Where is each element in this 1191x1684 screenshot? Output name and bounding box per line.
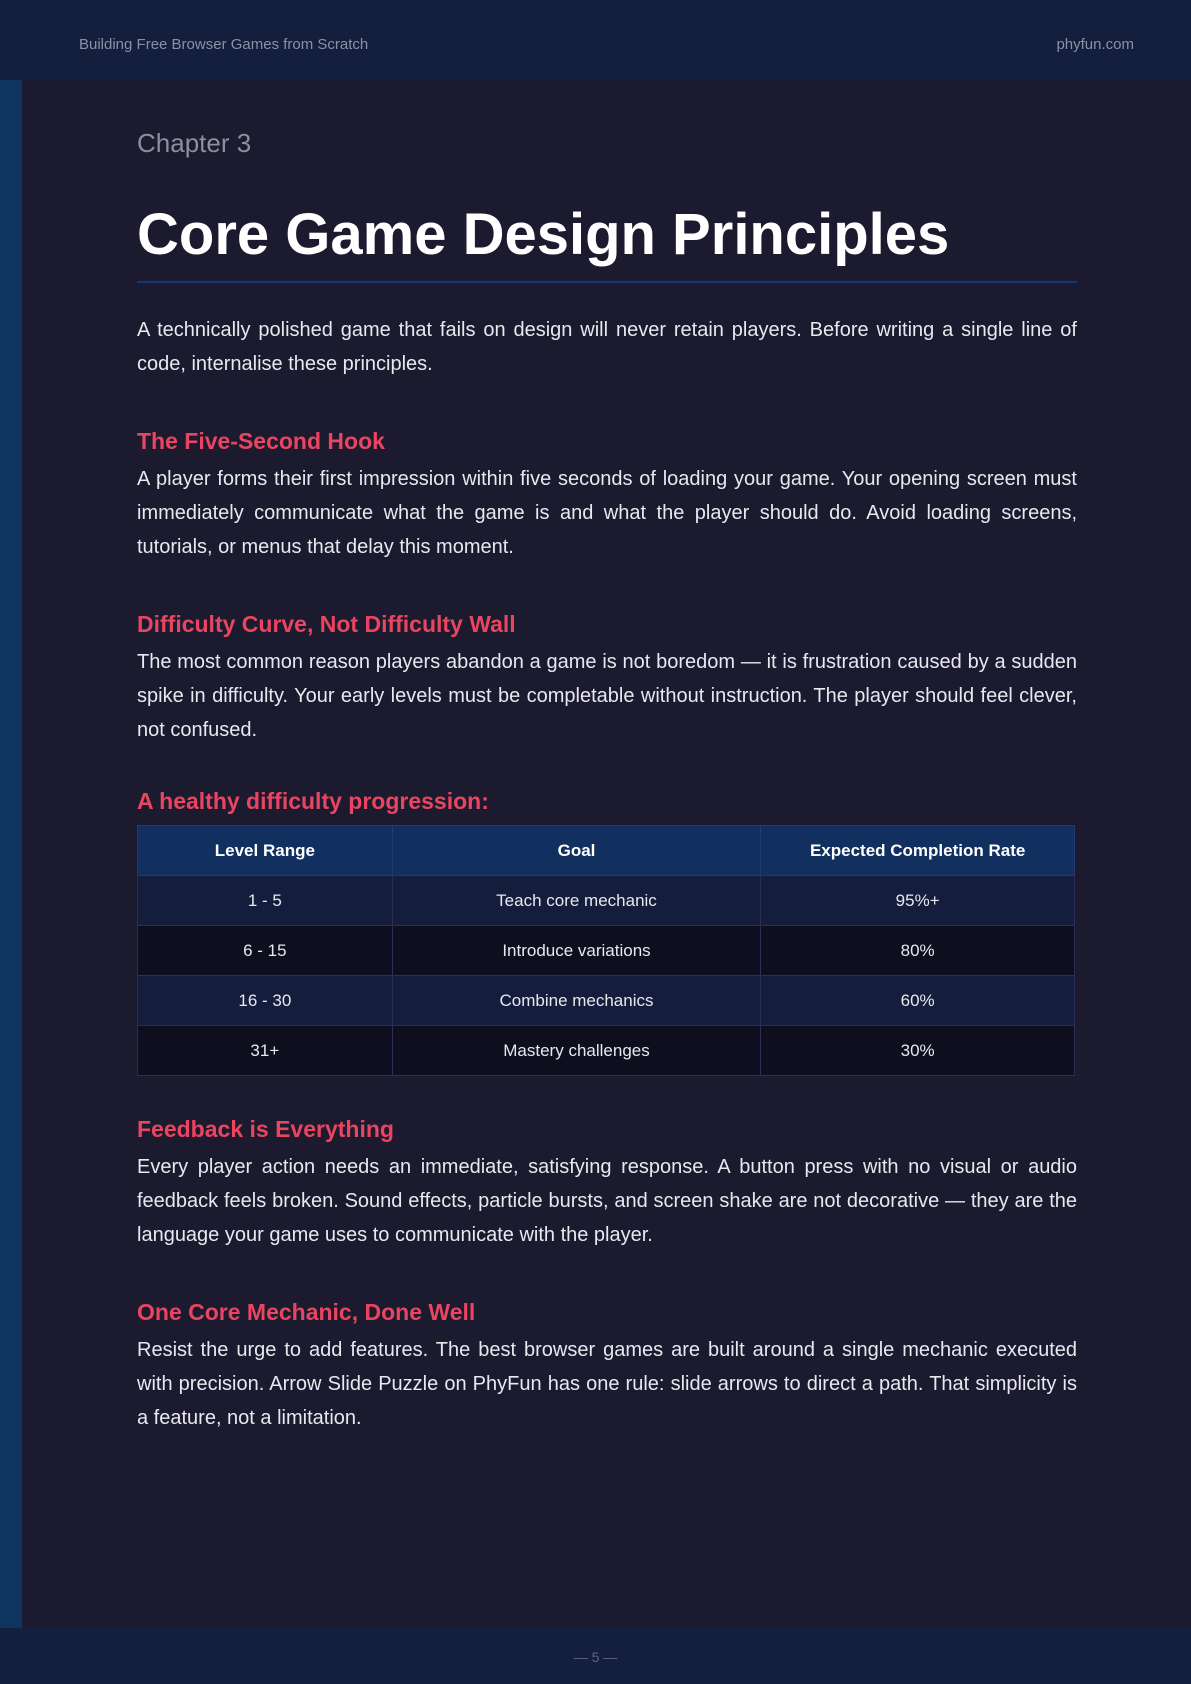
section-feedback — [137, 1114, 1077, 1252]
goal-cell: Mastery challenges — [392, 1026, 761, 1076]
section-heading: One Core Mechanic, Done Well — [137, 1299, 476, 1325]
page-title: Core Game Design Principles — [137, 202, 1077, 283]
section-difficulty-curve — [137, 609, 1077, 747]
section-body: Every player action needs an immediate, satisfying response. A button press with no visual or audio feedback feels broken. Sound effects, particle bursts, and screen shake are not decorative — they are the language your game uses to communicate with the player. — [137, 1156, 1077, 1246]
section-heading: The Five-Second Hook — [137, 428, 385, 454]
intro-paragraph: A technically polished game that fails on design will never retain players. Before writing a single line of code, internalise these principles. — [137, 319, 1077, 375]
page-header — [0, 0, 1191, 80]
column-header: Expected Completion Rate — [761, 826, 1075, 876]
column-header: Goal — [392, 826, 761, 876]
section-body: Resist the urge to add features. The best browser games are built around a single mechanic executed with precision. Arrow Slide Puzzle on PhyFun has one rule: slide arrows to direct a path. That simplicity is a feature, not a limitation. — [137, 1339, 1077, 1429]
section-body: A player forms their first impression within five seconds of loading your game. Your opening screen must immediately communicate what the game is and what the player should do. Avoid loading screens, tutorials, or menus that delay this moment. — [137, 468, 1077, 558]
goal-cell: Combine mechanics — [392, 976, 761, 1026]
page-number: — 5 — — [573, 1649, 618, 1665]
table-row — [138, 926, 1075, 976]
table-row — [138, 876, 1075, 926]
goal-cell: Teach core mechanic — [392, 876, 761, 926]
section-heading: Difficulty Curve, Not Difficulty Wall — [137, 611, 516, 637]
difficulty-progression — [137, 786, 1077, 1076]
section-five-second-hook — [137, 426, 1077, 564]
section-core-mechanic — [137, 1297, 1077, 1435]
progression-table — [137, 825, 1075, 1076]
level-range-cell: 6 - 15 — [138, 926, 393, 976]
completion-rate-cell: 80% — [761, 926, 1075, 976]
level-range-cell: 16 - 30 — [138, 976, 393, 1026]
completion-rate-cell: 95%+ — [761, 876, 1075, 926]
table-heading: A healthy difficulty progression: — [137, 788, 489, 814]
level-range-cell: 1 - 5 — [138, 876, 393, 926]
column-header: Level Range — [138, 826, 393, 876]
section-body: The most common reason players abandon a game is not boredom — it is frustration caused by a sudden spike in difficulty. Your early levels must be completable without instruction. The player should feel clever, not confused. — [137, 651, 1077, 741]
site-name: phyfun.com — [1056, 36, 1134, 53]
section-heading: Feedback is Everything — [137, 1116, 394, 1142]
chapter-label: Chapter 3 — [137, 128, 252, 158]
table-row — [138, 976, 1075, 1026]
table-row — [138, 1026, 1075, 1076]
table-header-row — [138, 826, 1075, 876]
completion-rate-cell: 30% — [761, 1026, 1075, 1076]
completion-rate-cell: 60% — [761, 976, 1075, 1026]
level-range-cell: 31+ — [138, 1026, 393, 1076]
book-title: Building Free Browser Games from Scratch — [79, 36, 369, 53]
goal-cell: Introduce variations — [392, 926, 761, 976]
side-accent-bar — [0, 80, 22, 1628]
page-content — [137, 126, 1077, 1435]
